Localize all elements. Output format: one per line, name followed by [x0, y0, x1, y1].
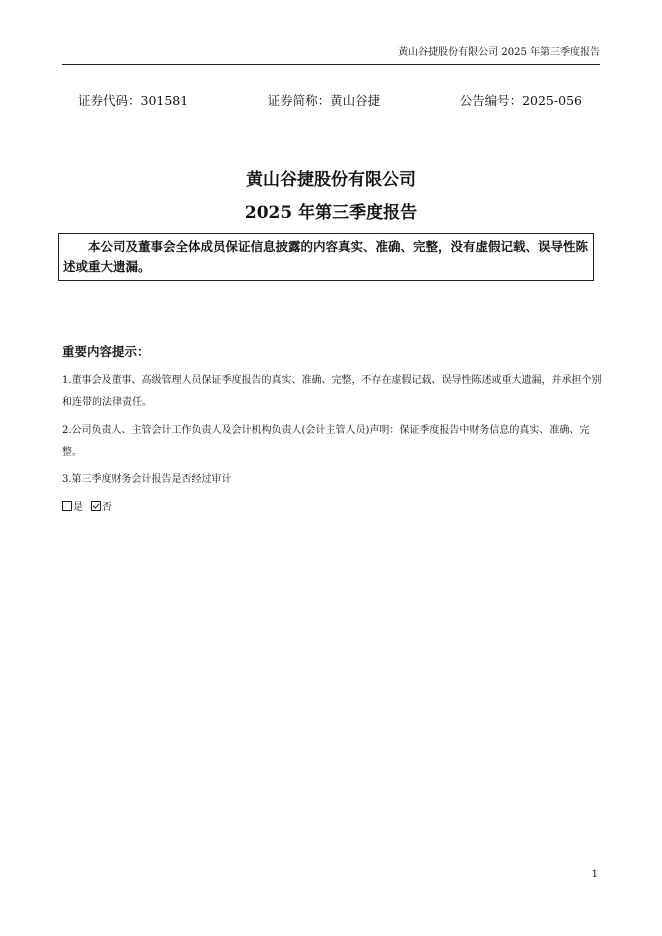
disclosure-statement-text: 本公司及董事会全体成员保证信息披露的内容真实、准确、完整，没有虚假记载、误导性陈述或重大遗漏。 — [63, 239, 589, 274]
note-item-1: 1.董事会及董事、高级管理人员保证季度报告的真实、准确、完整，不存在虚假记载、误导性陈述或重大遗漏，并承担个别和连带的法律责任。 — [62, 375, 602, 408]
important-notes-heading: 重要内容提示： — [62, 344, 150, 359]
disclosure-statement-box — [58, 233, 594, 281]
page-number: 1 — [591, 869, 598, 880]
audit-no-checkbox-icon — [91, 501, 101, 511]
stock-name: 证券简称：黄山谷捷 — [267, 93, 381, 108]
note-item-2: 2.公司负责人、主管会计工作负责人及会计机构负责人(会计主管人员)声明：保证季度报告中财务信息的真实、准确、完整。 — [62, 425, 590, 458]
audit-yes-checkbox-icon — [62, 501, 72, 511]
company-title: 黄山谷捷股份有限公司 — [246, 170, 416, 190]
audit-no-label: 否 — [102, 502, 112, 513]
report-title: 2025 年第三季度报告 — [244, 203, 418, 223]
audit-options — [62, 498, 120, 518]
notice-number: 公告编号：2025-056 — [459, 93, 582, 108]
audit-yes-label: 是 — [73, 502, 83, 513]
running-header-title: 黄山谷捷股份有限公司 2025 年第三季度报告 — [398, 47, 600, 58]
stock-code: 证券代码：301581 — [78, 93, 189, 108]
running-header — [62, 46, 600, 65]
document-meta-row — [78, 92, 582, 110]
note-item-3: 3.第三季度财务会计报告是否经过审计 — [62, 474, 232, 485]
